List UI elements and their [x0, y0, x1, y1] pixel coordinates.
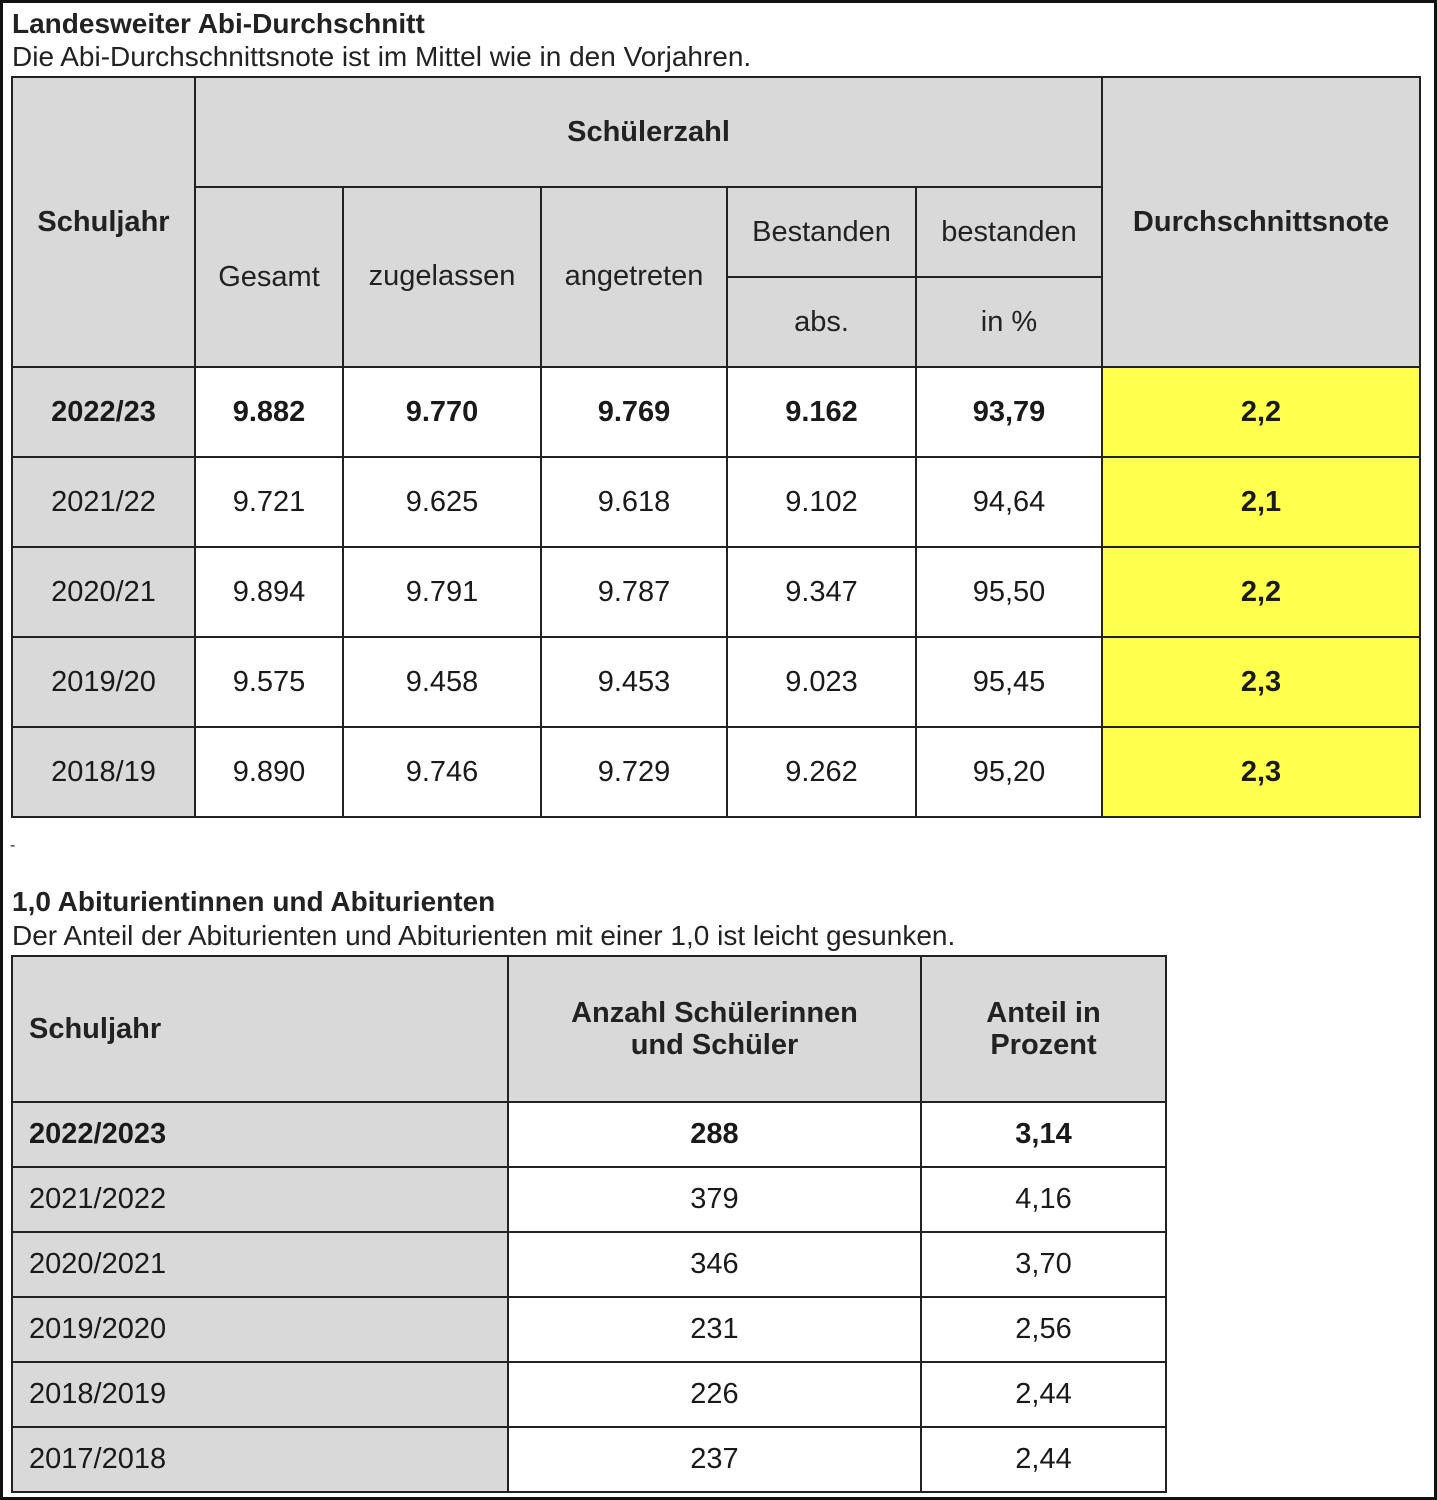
cell-year: 2018/2019 [12, 1362, 508, 1427]
cell-year: 2019/20 [12, 637, 195, 727]
table-row [12, 1167, 1166, 1232]
cell-anzahl: 379 [508, 1167, 921, 1232]
header-bestanden-pct-top: bestanden [916, 187, 1102, 277]
separator: - [10, 837, 16, 854]
cell-anteil: 2,44 [921, 1362, 1166, 1427]
cell-anteil: 3,14 [921, 1102, 1166, 1167]
cell-angetreten: 9.787 [541, 547, 727, 637]
cell-year: 2020/21 [12, 547, 195, 637]
header-bestanden-abs: abs. [727, 277, 916, 367]
header-schuljahr: Schuljahr [12, 77, 195, 367]
cell-abs: 9.162 [727, 367, 916, 457]
section2-title: 1,0 Abiturientinnen und Abiturienten [12, 886, 496, 917]
cell-gesamt: 9.575 [195, 637, 343, 727]
table-row [12, 637, 1420, 727]
cell-year: 2019/2020 [12, 1297, 508, 1362]
table-row [12, 367, 1420, 457]
cell-year: 2018/19 [12, 727, 195, 817]
header-angetreten: angetreten [541, 187, 727, 367]
cell-zugelassen: 9.770 [343, 367, 541, 457]
cell-angetreten: 9.729 [541, 727, 727, 817]
table-row [12, 547, 1420, 637]
cell-pct: 95,50 [916, 547, 1102, 637]
cell-anteil: 4,16 [921, 1167, 1166, 1232]
header-anteil: Anteil in Prozent [921, 956, 1166, 1102]
header-durchschnittsnote: Durchschnittsnote [1102, 77, 1420, 367]
table-row [12, 727, 1420, 817]
cell-anzahl: 237 [508, 1427, 921, 1492]
top-grade-table [11, 955, 1167, 1493]
header-bestanden: Bestanden [727, 187, 916, 277]
cell-abs: 9.023 [727, 637, 916, 727]
cell-angetreten: 9.453 [541, 637, 727, 727]
cell-anzahl: 231 [508, 1297, 921, 1362]
cell-zugelassen: 9.625 [343, 457, 541, 547]
cell-abs: 9.347 [727, 547, 916, 637]
cell-gesamt: 9.721 [195, 457, 343, 547]
cell-pct: 95,20 [916, 727, 1102, 817]
cell-year: 2021/22 [12, 457, 195, 547]
table-row [12, 1362, 1166, 1427]
table-row [12, 1427, 1166, 1492]
cell-year: 2017/2018 [12, 1427, 508, 1492]
cell-year: 2020/2021 [12, 1232, 508, 1297]
cell-year: 2021/2022 [12, 1167, 508, 1232]
cell-zugelassen: 9.791 [343, 547, 541, 637]
cell-note: 2,3 [1102, 727, 1420, 817]
abi-average-table [11, 76, 1421, 818]
cell-anteil: 2,56 [921, 1297, 1166, 1362]
cell-gesamt: 9.882 [195, 367, 343, 457]
cell-note: 2,2 [1102, 367, 1420, 457]
cell-anteil: 2,44 [921, 1427, 1166, 1492]
section1-title: Landesweiter Abi-Durchschnitt [12, 8, 425, 39]
cell-gesamt: 9.890 [195, 727, 343, 817]
cell-anteil: 3,70 [921, 1232, 1166, 1297]
cell-angetreten: 9.618 [541, 457, 727, 547]
cell-anzahl: 226 [508, 1362, 921, 1427]
cell-year: 2022/2023 [12, 1102, 508, 1167]
header-bestanden-pct: in % [916, 277, 1102, 367]
table-row [12, 457, 1420, 547]
table-row [12, 1102, 1166, 1167]
header-gesamt: Gesamt [195, 187, 343, 367]
cell-note: 2,3 [1102, 637, 1420, 727]
cell-pct: 94,64 [916, 457, 1102, 547]
table-row [12, 1232, 1166, 1297]
section1-subtitle: Die Abi-Durchschnittsnote ist im Mittel wie in den Vorjahren. [12, 41, 752, 72]
cell-zugelassen: 9.746 [343, 727, 541, 817]
table-row [12, 1297, 1166, 1362]
cell-angetreten: 9.769 [541, 367, 727, 457]
cell-pct: 95,45 [916, 637, 1102, 727]
cell-zugelassen: 9.458 [343, 637, 541, 727]
cell-year: 2022/23 [12, 367, 195, 457]
header-anzahl: Anzahl Schülerinnen und Schüler [508, 956, 921, 1102]
header-schuljahr: Schuljahr [12, 956, 508, 1102]
header-schuelerzahl: Schülerzahl [195, 77, 1102, 187]
cell-anzahl: 288 [508, 1102, 921, 1167]
cell-note: 2,1 [1102, 457, 1420, 547]
cell-pct: 93,79 [916, 367, 1102, 457]
cell-gesamt: 9.894 [195, 547, 343, 637]
section2-subtitle: Der Anteil der Abiturienten und Abiturienten mit einer 1,0 ist leicht gesunken. [12, 920, 956, 951]
cell-abs: 9.262 [727, 727, 916, 817]
cell-abs: 9.102 [727, 457, 916, 547]
cell-note: 2,2 [1102, 547, 1420, 637]
header-zugelassen: zugelassen [343, 187, 541, 367]
cell-anzahl: 346 [508, 1232, 921, 1297]
